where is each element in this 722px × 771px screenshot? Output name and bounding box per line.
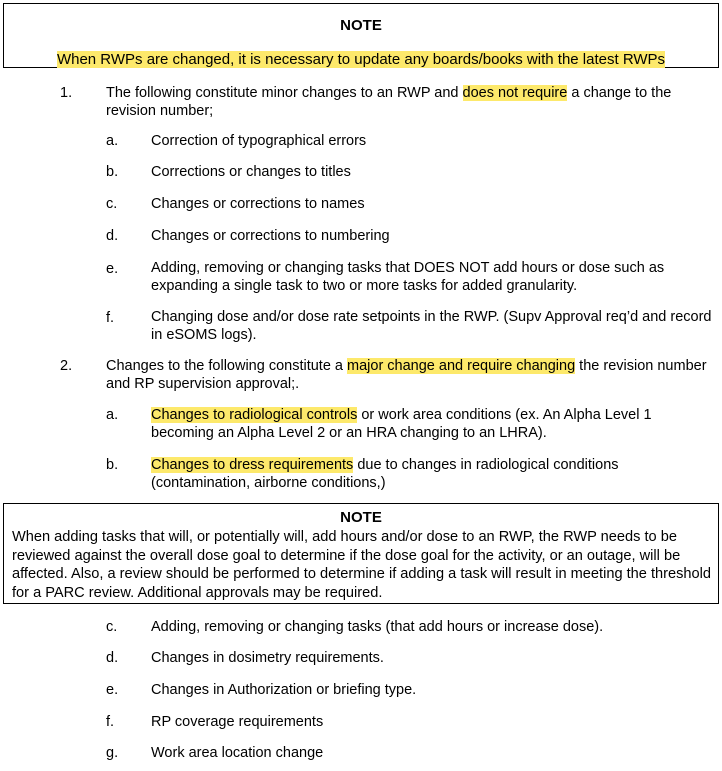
item-2-text: Changes to the following constitute a major change and require changing the revision number and RP supervision approval;. xyxy=(106,358,707,392)
subitem-2d-letter: d. xyxy=(106,650,119,666)
subitem-1e-text: Adding, removing or changing tasks that DOES NOT add hours or dose such as expanding a single task to two or more tasks for added granularity. xyxy=(151,260,665,294)
subitem-1b-text: Corrections or changes to titles xyxy=(151,164,351,180)
subitem-1d-letter: d. xyxy=(106,228,119,244)
subitem-2f-letter: f. xyxy=(106,714,115,730)
subitem-2b-text: Changes to dress requirements due to changes in radiological conditions (contamination, airborne conditions,) xyxy=(151,457,619,491)
subitem-2a-text: Changes to radiological controls or work area conditions (ex. An Alpha Level 1 becoming an Alpha Level 2 or an HRA changing to an LHRA). xyxy=(151,407,652,441)
item-1-number: 1. xyxy=(60,85,73,101)
subitem-2e-text: Changes in Authorization or briefing type. xyxy=(151,682,417,698)
subitem-2c-letter: c. xyxy=(106,619,118,635)
subitem-1f-text: Changing dose and/or dose rate setpoints in the RWP. (Supv Approval req’d and record in eSOMS logs). xyxy=(151,309,712,343)
subitem-1f-letter: f. xyxy=(106,310,115,326)
subitem-1c-letter: c. xyxy=(106,196,118,212)
subitem-1d-text: Changes or corrections to numbering xyxy=(151,228,390,244)
note-title: NOTE xyxy=(340,17,382,34)
note-box-dose-review xyxy=(3,503,719,604)
subitem-2g-text: Work area location change xyxy=(151,745,324,761)
subitem-1a-letter: a. xyxy=(106,133,119,149)
subitem-1b-letter: b. xyxy=(106,164,119,180)
note-text: When RWPs are changed, it is necessary to update any boards/books with the latest RWPs xyxy=(56,51,666,68)
item-1-text: The following constitute minor changes to an RWP and does not require a change to the revision number; xyxy=(106,85,672,119)
subitem-2a-letter: a. xyxy=(106,407,119,423)
subitem-1e-letter: e. xyxy=(106,261,119,277)
subitem-2d-text: Changes in dosimetry requirements. xyxy=(151,650,384,666)
highlight-major-change: major change and require changing xyxy=(347,358,576,374)
subitem-1a-text: Correction of typographical errors xyxy=(151,133,367,149)
item-2-number: 2. xyxy=(60,358,73,374)
subitem-1c-text: Changes or corrections to names xyxy=(151,196,365,212)
subitem-2g-letter: g. xyxy=(106,745,119,761)
subitem-2f-text: RP coverage requirements xyxy=(151,714,324,730)
subitem-2c-text: Adding, removing or changing tasks (that add hours or increase dose). xyxy=(151,619,604,635)
subitem-2e-letter: e. xyxy=(106,682,119,698)
note-title: NOTE xyxy=(340,509,382,526)
subitem-2b-letter: b. xyxy=(106,457,119,473)
note-box-rwp-update xyxy=(3,3,719,68)
note-text: When adding tasks that will, or potentially will, add hours and/or dose to an RWP, the RWP needs to be reviewed against the overall dose goal to determine if the dose goal for the activity, or an outage, will be affected. Also, a review should be performed to determine if adding a task will result in meeting the threshold for a PARC review. Additional approvals may be required. xyxy=(12,529,711,601)
highlight-does-not-require: does not require xyxy=(462,85,568,101)
